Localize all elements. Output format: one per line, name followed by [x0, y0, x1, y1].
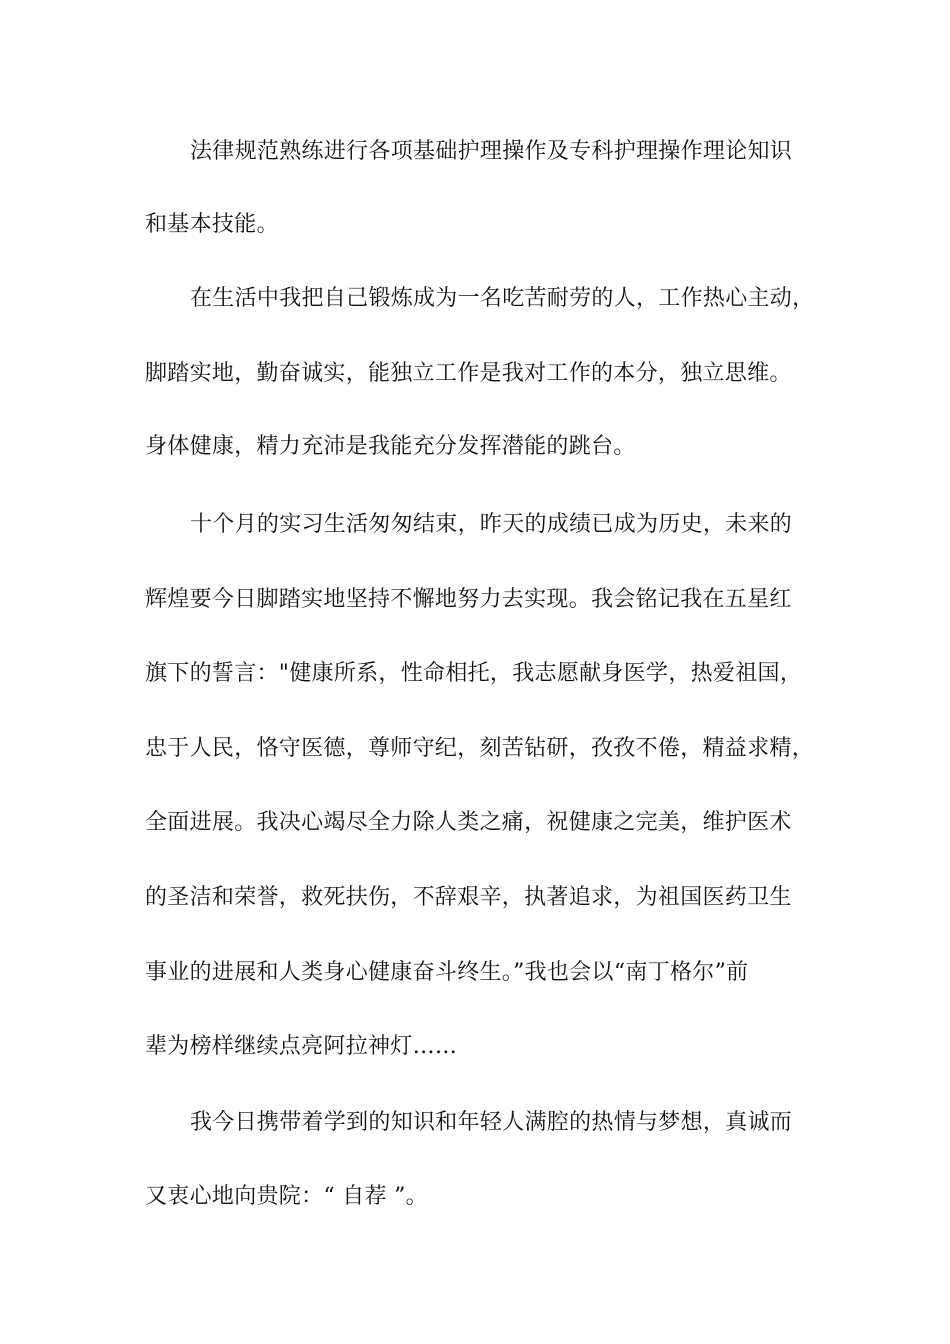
paragraph-line: 的圣洁和荣誉，救死扶伤，不辞艰辛，执著追求，为祖国医药卫生: [145, 885, 792, 910]
paragraph-line: 法律规范熟练进行各项基础护理操作及专科护理操作理论知识: [190, 139, 793, 164]
paragraph-line: 辈为榜样继续点亮阿拉神灯……: [145, 1034, 458, 1059]
paragraph-line: 和基本技能。: [145, 212, 279, 237]
paragraph-line: 事业的进展和人类身心健康奋斗终生。”我也会以“南丁格尔”前: [145, 960, 749, 985]
paragraph-line: 十个月的实习生活匆匆结束，昨天的成绩已成为历史，未来的: [190, 512, 793, 537]
paragraph-line: 在生活中我把自己锻炼成为一名吃苦耐劳的人，工作热心主动，: [190, 286, 815, 311]
paragraph-line: 身体健康，精力充沛是我能充分发挥潜能的跳台。: [145, 434, 636, 459]
paragraph-line: 辉煌要今日脚踏实地坚持不懈地努力去实现。我会铭记我在五星红: [145, 587, 792, 612]
paragraph-line: 全面进展。我决心竭尽全力除人类之痛，祝健康之完美，维护医术: [145, 810, 792, 835]
paragraph-line: 又衷心地向贵院：“ 自荐 ”。: [145, 1184, 428, 1209]
paragraph-line: 我今日携带着学到的知识和年轻人满腔的热情与梦想，真诚而: [190, 1110, 793, 1135]
paragraph-line: 脚踏实地，勤奋诚实，能独立工作是我对工作的本分，独立思维。: [145, 361, 792, 386]
paragraph-line: 旗下的誓言："健康所系，性命相托，我志愿献身医学，热爱祖国，: [145, 661, 803, 686]
paragraph-line: 忠于人民，恪守医德，尊师守纪，刻苦钻研，孜孜不倦，精益求精，: [145, 736, 815, 761]
